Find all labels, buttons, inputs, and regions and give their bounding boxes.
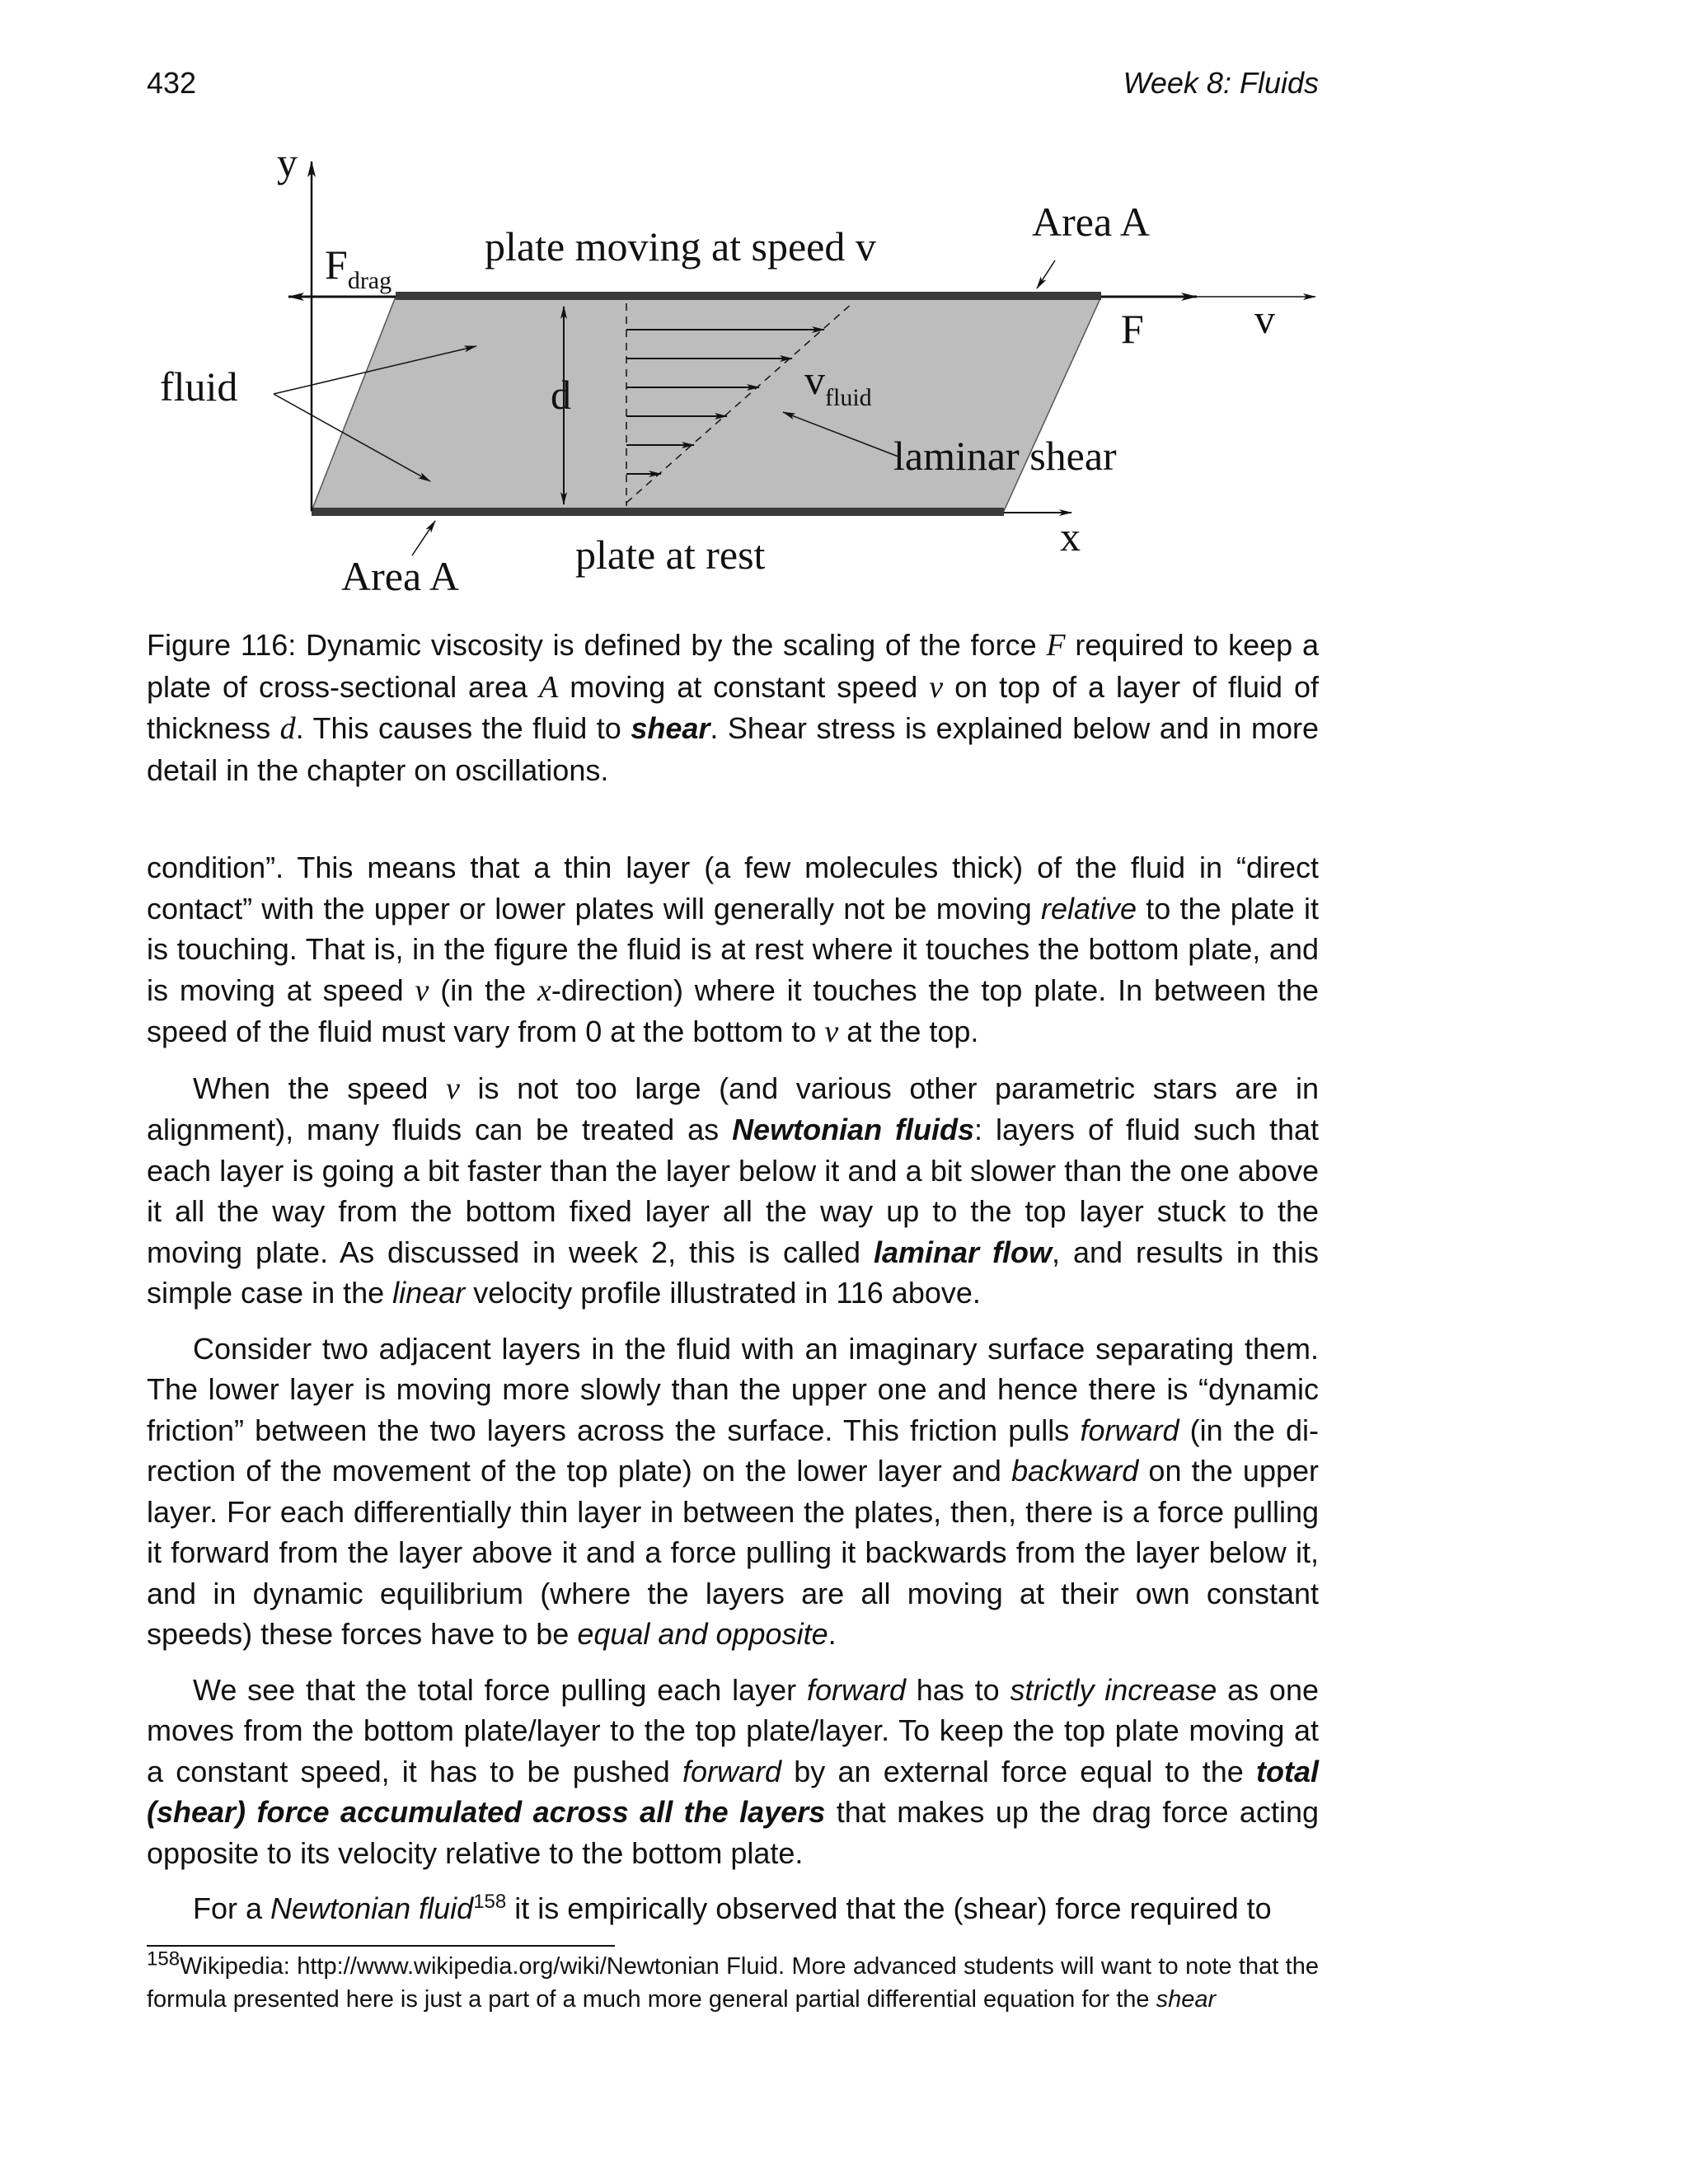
area-top-pointer [1037, 260, 1055, 288]
plate-rest-label: plate at rest [575, 532, 766, 578]
footnote-ref[interactable]: 158 [473, 1891, 507, 1913]
thickness-label: d [551, 372, 571, 418]
area-bottom-label: Area A [341, 553, 459, 599]
area-top-label: Area A [1032, 199, 1150, 245]
v-fluid-label: $v_{fluid}$ [804, 357, 872, 411]
y-axis-label: y [277, 139, 298, 185]
area-bottom-pointer [412, 521, 435, 555]
force-label: F [1121, 306, 1144, 352]
footnote-number: 158 [147, 1947, 181, 1971]
figure-caption: Figure 116: Dynamic viscosity is defined by the scaling of the force F required to keep a plate of cross-sectional area A moving at constant speed v on top of a layer of fluid of thickness d. This causes the fluid to shear. Shear stress is explained below and in more detail in the chapter on oscillations. [147, 628, 1320, 787]
drag-force-label: $F_{drag}$ [325, 241, 392, 294]
bottom-plate [312, 508, 1004, 516]
velocity-label: v [1254, 296, 1275, 342]
fluid-label: fluid [160, 363, 238, 410]
footnote: $^{158}$Wikipedia: http://www.wikipedia.org/wiki/Newtonian Fluid. More advanced students will want to note that the formula presented here is just a part of a much more general partial differential equation for the shear [147, 1947, 1319, 2013]
top-plate [396, 292, 1101, 300]
viscosity-diagram [124, 132, 1343, 610]
plate-moving-label: plate moving at speed v [485, 223, 876, 269]
paragraph-no-slip: condition”. This means that a thin layer (a few molecules thick) of the fluid in “direct contact” with the upper or lower plates will generally not be moving relative to the plate it is touching. That is, in the figure the fluid is at rest where it touches the bottom plate, and is moving at speed v (in the x-direction) where it touches the top plate. In between the speed of the fluid must vary from 0 at the bottom to v at the top. [147, 851, 1320, 1049]
paragraph-newtonian-definition: For a Newtonian fluid$^{158}$ it is empirically observed that the (shear) force required to [193, 1891, 1272, 1925]
laminar-shear-label: laminar shear [893, 433, 1117, 479]
paragraph-adjacent-layers: Consider two adjacent layers in the fluid with an imaginary surface separating them. The lower layer is moving more slowly than the upper one and hence there is “dynamic friction” between the two layers across the surface. This friction pulls forward (in the direction of the movement of the top plate) on the lower layer and backward on the upper layer. For each differentially thin layer in between the plates, then, there is a force pulling it forward from the layer above it and a force pulling it backwards from the layer below it, and in dynamic equilibrium (where the layers are all moving at their own constant speeds) these forces have to be equal and opposite. [147, 1331, 1320, 1651]
paragraph-newtonian-fluids: When the speed v is not too large (and various other parametric stars are in alignment), many fluids can be treated as Newtonian fluids: layers of fluid such that each layer is going a bit faster than the layer below it and a bit slower than the one above it all the way from the bottom fixed layer all the way up to the top layer stuck to the moving plate. As discussed in week 2, this is called laminar flow, and results in this simple case in the linear velocity profile illustrated in 116 above. [147, 1071, 1320, 1310]
footnote-rule [147, 1945, 615, 1947]
paragraph-total-force: We see that the total force pulling each layer forward has to strictly increase as one moves from the bottom plate/layer to the top plate/layer. To keep the top plate moving at a constant speed, it has to be pushed forward by an external force equal to the total (shear) force accumulated across all the layers that makes up the drag force acting opposite to its velocity relative to the bottom plate. [147, 1672, 1320, 1870]
body-text [147, 847, 1319, 1944]
chapter-title: Week 8: Fluids [1123, 66, 1319, 100]
running-head [147, 64, 1319, 102]
page-number: 432 [147, 66, 197, 100]
x-axis-label: x [1060, 513, 1081, 560]
viscosity-figure [124, 132, 1343, 610]
